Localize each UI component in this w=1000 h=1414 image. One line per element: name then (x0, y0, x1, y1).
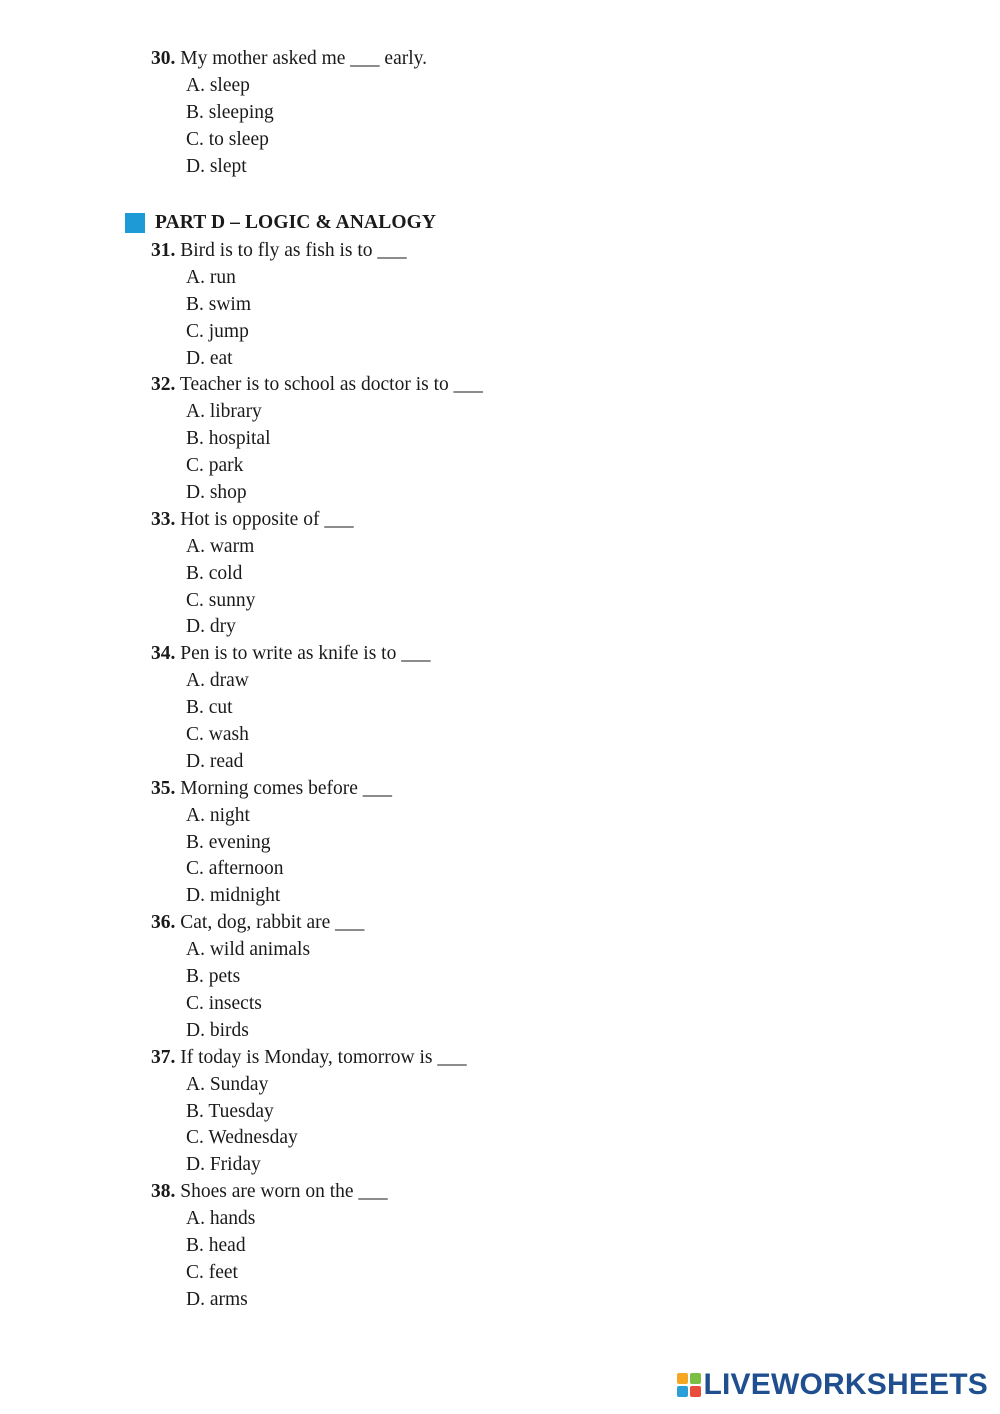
answer-options (151, 534, 483, 642)
answer-option[interactable]: C. feet (186, 1261, 238, 1283)
question-prompt: Bird is to fly as fish is to ___ (175, 240, 407, 261)
answer-option[interactable]: D. birds (186, 1019, 249, 1041)
question-number: 34. (151, 643, 176, 665)
section-header (125, 212, 436, 234)
answer-option[interactable]: B. swim (186, 293, 252, 315)
question-text (151, 641, 483, 668)
answer-option[interactable]: B. Tuesday (186, 1100, 274, 1122)
question-number: 32. (151, 374, 176, 396)
question-prompt: Shoes are worn on the ___ (175, 1181, 388, 1203)
answer-options (151, 1072, 483, 1180)
answer-option[interactable]: C. to sleep (186, 128, 269, 150)
brand-name: LIVEWORKSHEETS (703, 1368, 988, 1401)
liveworksheets-logo (677, 1368, 989, 1402)
question-item (151, 507, 483, 641)
answer-option[interactable]: D. eat (186, 347, 233, 369)
question-text (151, 1179, 483, 1206)
answer-option[interactable]: B. head (186, 1234, 246, 1256)
question-prompt: If today is Monday, tomorrow is ___ (175, 1046, 467, 1068)
question-number: 30. (151, 48, 176, 69)
question-number: 37. (151, 1046, 176, 1068)
question-item (151, 372, 483, 506)
answer-option[interactable]: A. library (186, 401, 262, 423)
answer-option[interactable]: A. night (186, 804, 250, 826)
answer-options (151, 73, 427, 181)
answer-options (151, 399, 483, 507)
question-text (151, 238, 483, 265)
answer-option[interactable]: C. park (186, 455, 244, 477)
answer-option[interactable]: C. Wednesday (186, 1127, 298, 1149)
answer-option[interactable]: B. evening (186, 831, 271, 853)
answer-option[interactable]: A. hands (186, 1208, 256, 1230)
question-number: 38. (151, 1181, 176, 1203)
question-prompt: Pen is to write as knife is to ___ (175, 643, 431, 665)
logo-square (690, 1386, 701, 1397)
logo-square (690, 1373, 701, 1384)
question-item (151, 641, 483, 775)
answer-option[interactable]: B. hospital (186, 428, 271, 450)
answer-options (151, 265, 483, 373)
answer-options (151, 668, 483, 776)
square-bullet-icon (125, 213, 145, 233)
question-text (151, 910, 483, 937)
question-text (151, 372, 483, 399)
answer-option[interactable]: A. warm (186, 535, 255, 557)
question-number: 35. (151, 777, 176, 799)
answer-option[interactable]: C. wash (186, 724, 249, 746)
answer-option[interactable]: C. sunny (186, 589, 256, 611)
question-item (151, 776, 483, 910)
question-item (151, 1179, 483, 1313)
question-item (151, 910, 483, 1044)
question-number: 31. (151, 240, 176, 261)
question-prompt: Morning comes before ___ (175, 777, 392, 799)
question-text (151, 1045, 483, 1072)
answer-option[interactable]: A. sleep (186, 74, 250, 96)
answer-option[interactable]: D. midnight (186, 885, 281, 907)
answer-option[interactable]: D. Friday (186, 1154, 261, 1176)
answer-option[interactable]: D. arms (186, 1288, 248, 1310)
answer-options (151, 803, 483, 911)
answer-option[interactable]: C. insects (186, 992, 262, 1014)
answer-option[interactable]: A. run (186, 266, 236, 288)
question-prompt: Teacher is to school as doctor is to ___ (175, 374, 483, 396)
question-list (151, 238, 483, 1314)
answer-option[interactable]: B. cut (186, 697, 233, 719)
question-prompt: My mother asked me ___ early. (175, 48, 427, 69)
answer-option[interactable]: D. dry (186, 616, 236, 638)
answer-option[interactable]: A. Sunday (186, 1073, 269, 1095)
answer-option[interactable]: A. wild animals (186, 939, 311, 961)
question-text (151, 46, 427, 73)
question-number: 33. (151, 508, 176, 530)
answer-option[interactable]: D. read (186, 750, 244, 772)
question-text (151, 776, 483, 803)
question-number: 36. (151, 912, 176, 934)
question-30 (151, 46, 427, 180)
question-prompt: Cat, dog, rabbit are ___ (175, 912, 365, 934)
logo-square (677, 1373, 688, 1384)
question-prompt: Hot is opposite of ___ (175, 508, 354, 530)
answer-option[interactable]: B. pets (186, 966, 241, 988)
question-text (151, 507, 483, 534)
answer-option[interactable]: C. jump (186, 320, 249, 342)
answer-option[interactable]: D. slept (186, 155, 247, 177)
logo-square (677, 1386, 688, 1397)
answer-option[interactable]: C. afternoon (186, 858, 284, 880)
answer-options (151, 1206, 483, 1314)
answer-options (151, 937, 483, 1045)
question-item (151, 238, 483, 372)
answer-option[interactable]: D. shop (186, 482, 247, 504)
answer-option[interactable]: A. draw (186, 670, 249, 692)
section-title: PART D – LOGIC & ANALOGY (155, 212, 437, 233)
answer-option[interactable]: B. sleeping (186, 101, 274, 123)
question-item (151, 1045, 483, 1179)
grid-logo-icon (677, 1373, 701, 1397)
answer-option[interactable]: B. cold (186, 562, 243, 584)
